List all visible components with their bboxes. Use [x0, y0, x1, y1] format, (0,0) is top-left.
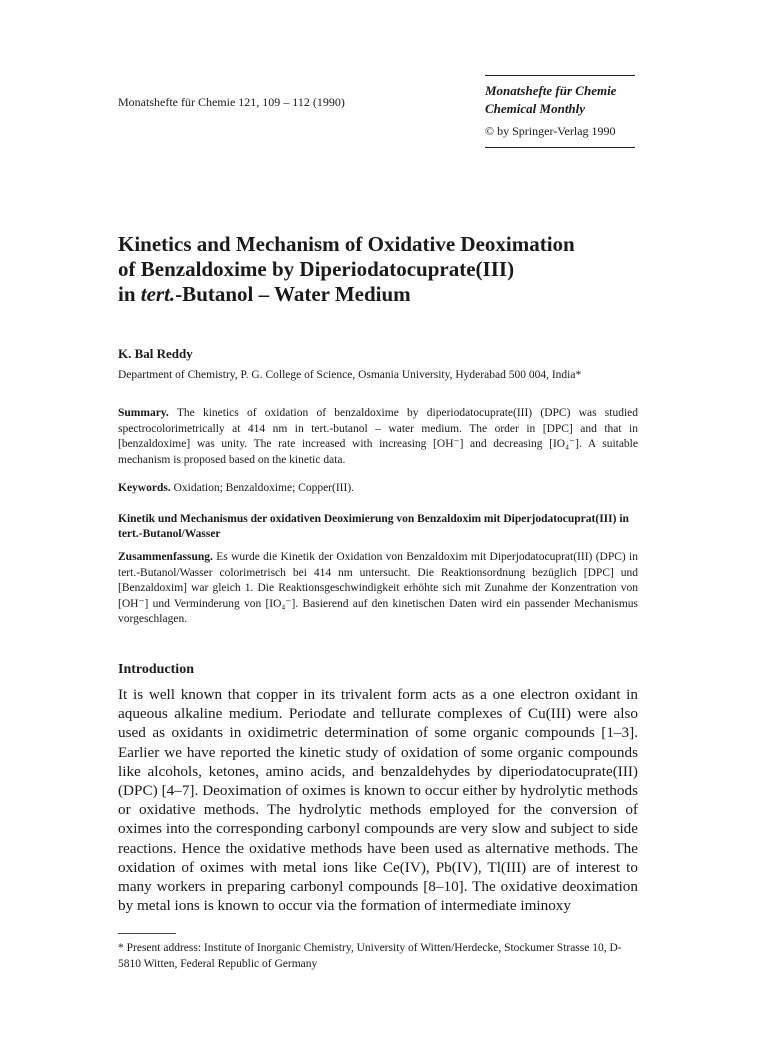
title-line-1: Kinetics and Mechanism of Oxidative Deoximation: [118, 232, 575, 256]
masthead-top-rule: [485, 75, 635, 76]
keywords-text: Oxidation; Benzaldoxime; Copper(III).: [173, 482, 355, 494]
summary-text: The kinetics of oxidation of benzaldoxime by diperiodatocuprate(III) (DPC) was studied spectrocolorimetrically at 414 nm in tert.-butanol – water medium. The order in [DPC] and that in [benzaldoxime] was unity. The rate increased with increasing [OH⁻] and decreasing [IO₄⁻]. A suitable mechanism is proposed based on the kinetic data.: [118, 407, 639, 466]
title-line-3-italic: tert.: [140, 282, 176, 306]
german-abstract: [118, 550, 638, 628]
summary-paragraph: [118, 406, 638, 468]
journal-citation: Monatshefte für Chemie 121, 109 – 112 (1990): [118, 95, 345, 109]
journal-name-en: Chemical Monthly: [485, 101, 586, 116]
introduction-text: It is well known that copper in its trivalent form acts as a one electron oxidant in aqueous alkaline medium. Periodate and tellurate complexes of Cu(III) were also used as oxidants in oxidimetric determination of some organic compounds [1–3]. Earlier we have reported the kinetic study of oxidation of some organic compounds like alcohols, ketones, amino acids, and benzaldehydes by diperiodatocuprate(III) (DPC) [4–7]. Deoximation of oximes is known to occur either by hydrolytic methods or oxidative methods. The hydrolytic methods employed for the conversion of oximes into the corresponding carbonyl compounds are very slow and subject to side reactions. Hence the oxidative methods have been used as alternative methods. The oxidation of oximes with metal ions like Ce(IV), Pb(IV), Tl(III) are of interest to many workers in preparing carbonyl compounds [8–10]. The oxidative deoximation by metal ions is known to occur via the formation of intermediate iminoxy: [118, 686, 638, 915]
footnote-rule: [118, 933, 176, 934]
journal-masthead: [485, 75, 635, 148]
title-line-3: [118, 282, 658, 307]
publisher-line: © by Springer-Verlag 1990: [485, 124, 616, 138]
keywords-paragraph: [118, 481, 638, 497]
footnote: * Present address: Institute of Inorganic Chemistry, University of Witten/Herdecke, Stockumer Strasse 10, D-5810 Witten, Federal Republic of Germany: [118, 942, 622, 970]
keywords-label: Keywords.: [118, 482, 171, 494]
journal-name-de: Monatshefte für Chemie: [485, 83, 617, 98]
german-title: Kinetik und Mechanismus der oxidativen Deoximierung von Benzaldoxim mit Diperjodatocuprat(III) in tert.-Butanol/Wasser: [118, 513, 629, 540]
title-line-3-rest: -Butanol – Water Medium: [175, 282, 411, 306]
article-title: [118, 232, 658, 307]
author-affiliation: Department of Chemistry, P. G. College of Science, Osmania University, Hyderabad 500 004, India*: [118, 369, 582, 381]
title-line-2: of Benzaldoxime by Diperiodatocuprate(III): [118, 257, 515, 281]
summary-label: Summary.: [118, 407, 169, 419]
german-abstract-text: Es wurde die Kinetik der Oxidation von Benzaldoxim mit Diperjodatocuprat(III) (DPC) in tert.-Butanol/Wasser colorimetrisch bei 414 nm untersucht. Die Reaktionsordnung bezüglich [DPC] und [Benzaldoxim] war gleich 1. Die Reaktionsgeschwindigkeit erhöhte sich mit Zunahme der Konzentration von [OH⁻] und Verminderung von [IO₄⁻]. Basierend auf den kinetischen Daten wird ein passender Mechanismus vorgeschlagen.: [118, 551, 638, 625]
masthead-bottom-rule: [485, 147, 635, 148]
introduction-heading: Introduction: [118, 662, 194, 677]
title-line-3-prefix: in: [118, 282, 141, 306]
german-abstract-label: Zusammenfassung.: [118, 551, 213, 563]
author-name: K. Bal Reddy: [118, 346, 193, 361]
